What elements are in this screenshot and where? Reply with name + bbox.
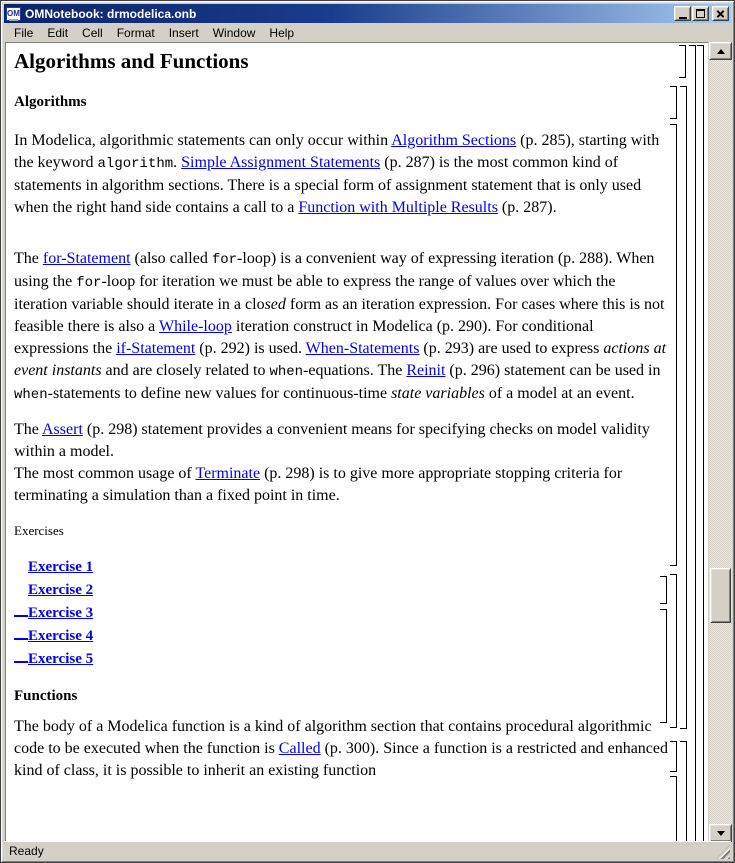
- close-icon: [716, 9, 725, 18]
- underline-lead: [14, 649, 28, 663]
- menu-item-edit[interactable]: Edit: [47, 25, 69, 40]
- menu-bar: [4, 23, 731, 42]
- doc-text-run: -loop) is a convenient way of expressing iteration (p. 288). When using the: [14, 250, 655, 290]
- doc-text-run: form as an iteration expression. For cases where this is not feasible there is also a: [14, 296, 665, 335]
- status-bar: [4, 841, 731, 860]
- paragraph-functions-1: [14, 716, 669, 782]
- scroll-down-button[interactable]: [709, 824, 732, 842]
- menu-item-help[interactable]: Help: [269, 25, 295, 40]
- cell-bracket-algorithms-heading-cell[interactable]: [670, 86, 677, 119]
- maximize-icon: [696, 9, 705, 18]
- doc-text-run: -loop for iteration we must be able to express the range of values over which the iteration variable should iterate in a clo: [14, 273, 616, 313]
- cell-bracket-exercises-label-cell[interactable]: [660, 576, 667, 604]
- doc-text-run: -statements to define new values for continuous-time: [47, 385, 392, 402]
- doc-link[interactable]: Simple Assignment Statements: [181, 154, 381, 171]
- title-bar: [4, 4, 731, 23]
- doc-text-run: actions at event instants: [14, 340, 667, 379]
- exercises-label: Exercises: [14, 523, 64, 538]
- exercise-link[interactable]: Exercise 5: [28, 651, 94, 667]
- cell-bracket-functions-group[interactable]: [680, 741, 687, 841]
- exercise-link[interactable]: Exercise 1: [28, 559, 94, 575]
- maximize-button[interactable]: [692, 6, 709, 21]
- doc-text-run: iteration construct in Modelica (p. 290). For conditional expressions the: [14, 318, 594, 357]
- status-text: Ready: [9, 844, 44, 858]
- menu-item-format[interactable]: Format: [116, 25, 155, 40]
- doc-link[interactable]: Assert: [42, 421, 83, 438]
- doc-link[interactable]: if-Statement: [116, 340, 196, 357]
- cell-bracket-exercises-links-cell[interactable]: [660, 609, 667, 723]
- cell-bracket-exercises-group[interactable]: [670, 574, 677, 728]
- scroll-up-button[interactable]: [709, 42, 732, 60]
- cell-bracket-algorithms-text-cell[interactable]: [670, 124, 677, 566]
- doc-text-run: -equations. The: [303, 362, 407, 379]
- doc-link[interactable]: While-loop: [158, 318, 232, 335]
- section-heading-algorithms: Algorithms: [14, 94, 87, 110]
- notebook-canvas[interactable]: [5, 42, 709, 842]
- doc-text-run: when: [269, 364, 304, 380]
- doc-link[interactable]: When-Statements: [305, 340, 420, 357]
- doc-text-run: algorithm: [97, 156, 174, 172]
- resize-grip[interactable]: [716, 845, 730, 859]
- minimize-icon: [679, 17, 687, 19]
- doc-text-run: (p. 298) statement provides a convenient means for specifying checks on model validity within a model.: [14, 421, 650, 460]
- doc-text-run: (also called: [130, 250, 212, 267]
- doc-text-run: and are closely related to: [101, 362, 270, 379]
- app-icon-label: OM: [7, 8, 20, 18]
- doc-text-run: The body of a Modelica function is a kind of algorithm section that contains procedural algorithmic code to be executed when the function is: [14, 718, 652, 757]
- doc-text-run: sed: [264, 296, 286, 313]
- arrow-down-icon: [717, 831, 725, 836]
- exercise-link[interactable]: Exercise 2: [28, 582, 94, 598]
- exercise-row: [14, 626, 669, 649]
- cell-bracket-functions-heading-cell[interactable]: [670, 741, 677, 772]
- paragraph-algorithms-2: [14, 248, 669, 406]
- doc-text-run: state variables: [391, 385, 485, 402]
- doc-text-run: (p. 292) is used.: [195, 340, 306, 357]
- doc-text-run: (p. 293) are used to express: [419, 340, 604, 357]
- doc-text-run: for: [211, 252, 238, 268]
- exercise-link[interactable]: Exercise 4: [28, 628, 94, 644]
- exercise-link[interactable]: Exercise 3: [28, 605, 94, 621]
- doc-text-run: of a model at an event.: [484, 385, 635, 402]
- exercise-row: [14, 649, 669, 672]
- doc-text-run: (p. 298) is to give more appropriate stopping criteria for terminating a simulation than a fixed point in time.: [14, 465, 623, 504]
- doc-text-run: when: [14, 387, 48, 403]
- arrow-up-icon: [717, 49, 725, 54]
- doc-text-run: The: [14, 250, 43, 267]
- exercise-row: [14, 603, 669, 626]
- doc-text-run: (p. 287).: [497, 199, 557, 216]
- doc-text-run: (p. 285), starting with the keyword: [14, 132, 660, 171]
- minimize-button[interactable]: [674, 6, 691, 21]
- app-icon: [6, 7, 21, 21]
- cell-bracket-document-group[interactable]: [689, 45, 696, 841]
- doc-text-run: for: [76, 275, 102, 291]
- doc-text-run: In Modelica, algorithmic statements can only occur within: [14, 132, 392, 149]
- section-heading-functions: Functions: [14, 688, 78, 704]
- doc-text-run: (p. 296) statement can be used in: [445, 362, 661, 379]
- doc-link[interactable]: Function with Multiple Results: [298, 199, 498, 216]
- cell-bracket-functions-text-cell[interactable]: [670, 776, 677, 841]
- doc-text-run: The most common usage of: [14, 465, 196, 482]
- doc-link[interactable]: Called: [278, 740, 321, 757]
- doc-text-run: .: [173, 154, 182, 171]
- doc-link[interactable]: Reinit: [406, 362, 446, 379]
- vertical-scrollbar[interactable]: [709, 42, 732, 842]
- exercise-row: [14, 557, 669, 580]
- menu-item-insert[interactable]: Insert: [168, 25, 199, 40]
- doc-link[interactable]: Terminate: [195, 465, 261, 482]
- doc-link[interactable]: for-Statement: [42, 250, 131, 267]
- close-button[interactable]: [712, 6, 729, 21]
- exercise-list: [14, 557, 669, 672]
- scrollbar-thumb[interactable]: [710, 568, 731, 623]
- menu-item-file[interactable]: File: [14, 25, 34, 40]
- underline-lead: [14, 626, 28, 640]
- paragraph-algorithms-3: [14, 419, 669, 507]
- cell-bracket-algorithms-group[interactable]: [680, 86, 687, 729]
- doc-title: Algorithms and Functions: [14, 49, 249, 73]
- menu-item-window[interactable]: Window: [212, 25, 256, 40]
- window-title: OMNotebook: drmodelica.onb: [25, 6, 197, 21]
- document: [6, 43, 669, 782]
- exercise-row: [14, 580, 669, 603]
- doc-link[interactable]: Algorithm Sections: [391, 132, 517, 149]
- menu-item-cell[interactable]: Cell: [82, 25, 103, 40]
- doc-text-run: The: [14, 421, 42, 438]
- doc-text-run: (p. 300). Since a function is a restricted and enhanced kind of class, it is possible to inherit an existing function: [14, 740, 668, 779]
- cell-bracket-outer-group[interactable]: [697, 45, 704, 841]
- paragraph-algorithms-1: [14, 130, 669, 219]
- underline-lead: [14, 603, 28, 617]
- doc-text-run: (p. 287) is the most common kind of statements in algorithm sections. There is a special form of assignment statement that is only used when the right hand side contains a call to a: [14, 154, 642, 216]
- cell-bracket-title-cell[interactable]: [679, 45, 686, 78]
